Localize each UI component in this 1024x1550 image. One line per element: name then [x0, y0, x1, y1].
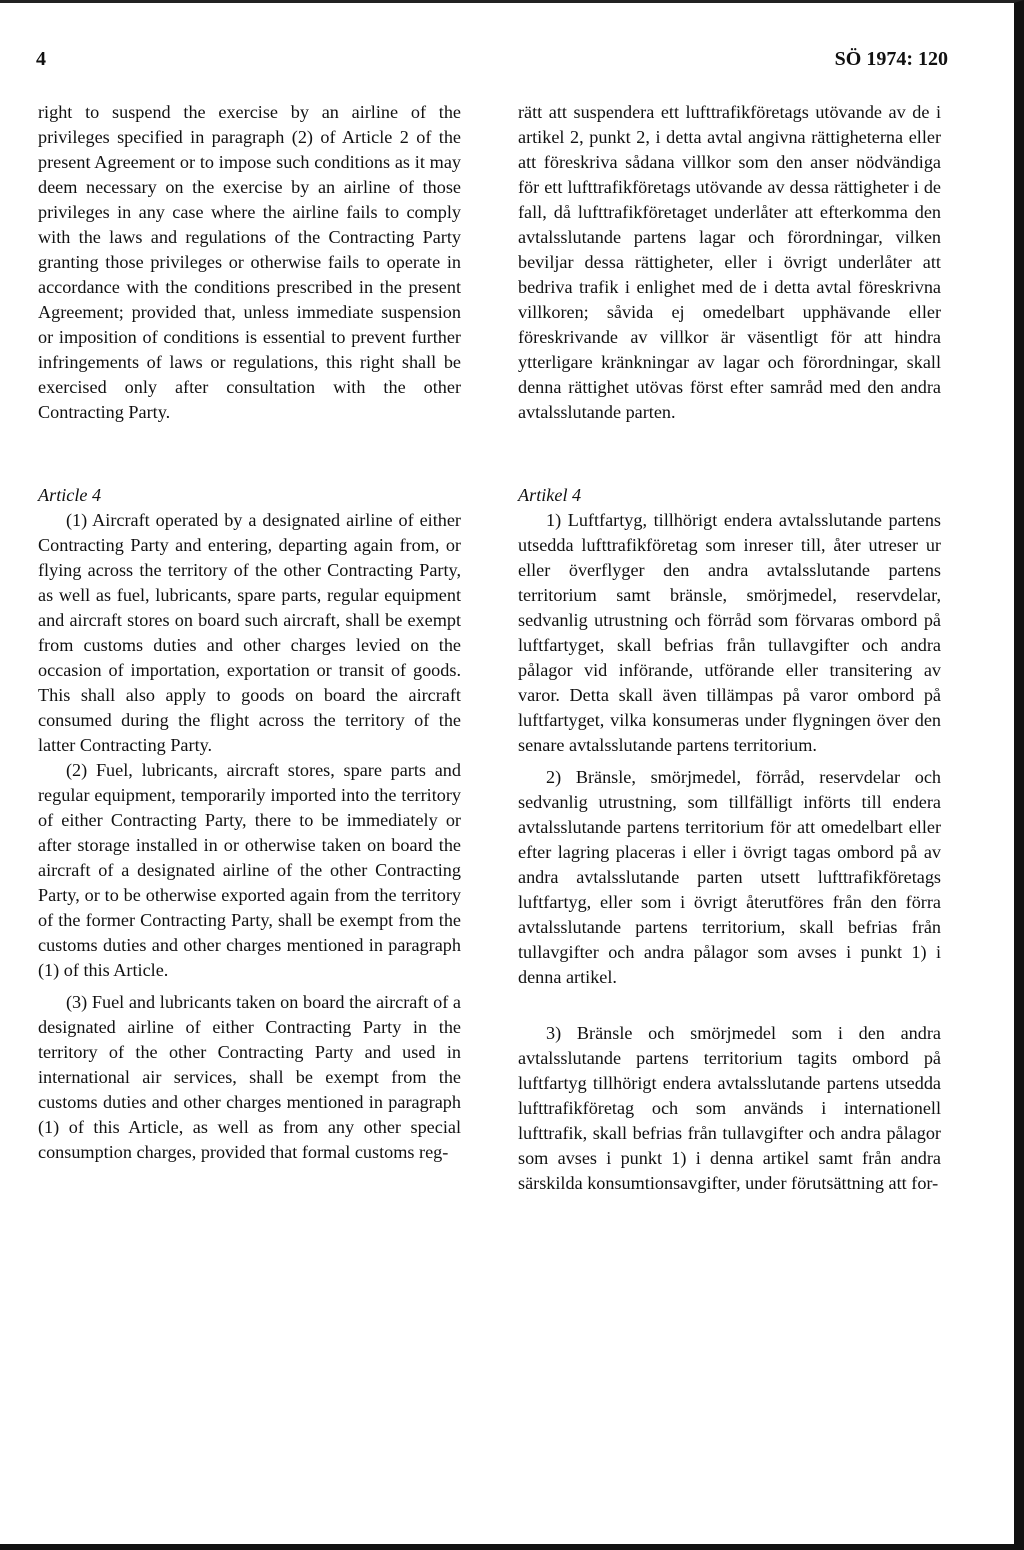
paragraph-3-en: (3) Fuel and lubricants taken on board the aircraft of a designated airline of either Contracting Party in the territory of the other Contracting Party and used in international air services, shall be exempt from the customs duties and other charges mentioned in paragraph (1) of this Article, as well as from any other special consumption charges, provided that formal customs reg- — [38, 992, 461, 1162]
english-column — [38, 100, 461, 1165]
paragraph-2-en: (2) Fuel, lubricants, aircraft stores, spare parts and regular equipment, temporarily imported into the territory of either Contracting Party, there to be immediately or after storage installed in or otherwise taken on board the aircraft of a designated airline of the other Contracting Party, or to be otherwise exported again from the territory of the former Contracting Party, shall be exempt from the customs duties and other charges mentioned in paragraph (1) of this Article. — [38, 760, 461, 980]
paragraph-continuation-sv: rätt att suspendera ett lufttrafikföretags utövande av de i artikel 2, punkt 2, i detta avtal angivna rättigheterna eller att föreskriva sådana villkor som den anser nödvändiga för ett lufttrafikföretags utövande av dessa rättigheter i de fall, då lufttrafikföretaget underlåter att efterkomma den avtalsslutande partens lagar och förordningar, vilken beviljar dessa rättigheter, eller i övrigt underlåter att bedriva trafik i enlighet med de i detta avtal föreskrivna villkoren; såvida ej omedelbart upphävande eller föreskrivande av villkor är väsentligt för att hindra ytterligare kränkningar av lagar och förordningar, skall denna rättighet utövas först efter samråd med den andra avtalsslutande parten. — [518, 102, 941, 422]
paragraph-1-en: (1) Aircraft operated by a designated airline of either Contracting Party and entering, departing again from, or flying across the territory of the other Contracting Party, as well as fuel, lubricants, spare parts, regular equipment and aircraft stores on board such aircraft, shall be exempt from customs duties and other charges levied on the occasion of importation, exportation or transit of goods. This shall also apply to goods on board the aircraft consumed during the flight across the territory of the latter Contracting Party. — [38, 510, 461, 755]
document-reference: SÖ 1974: 120 — [834, 48, 948, 70]
paragraph-3-sv: 3) Bränsle och smörjmedel som i den andra avtalsslutande partens territorium tagits ombord på luftfartyg tillhörigt endera avtalsslutande partens utsedda lufttrafikföretag och som används i internationell lufttrafik, skall befrias från tullavgifter och andra pålagor som avses i punkt 1) i denna artikel samt från andra särskilda konsumtionsavgifter, under förutsättning att for- — [518, 1023, 941, 1193]
paragraph-2-sv: 2) Bränsle, smörjmedel, förråd, reservdelar och sedvanlig utrustning, som tillfälligt införts till endera avtalsslutande partens territorium för att omedelbart eller efter lagring placeras i eller i övrigt tagas ombord på av andra avtalsslutande parten utsett lufttrafikföretags luftfartyg, eller som i övrigt återutföres från den förra avtalsslutande partens territorium, skall befrias från tullavgifter och andra pålagor som avses i punkt 1) i denna artikel. — [518, 767, 941, 987]
swedish-column — [518, 100, 941, 1196]
article-heading-sv: Artikel 4 — [518, 485, 582, 505]
paragraph-continuation-en: right to suspend the exercise by an airline of the privileges specified in paragraph (2) of Article 2 of the present Agreement or to impose such conditions as it may deem necessary on the exercise by an airline of those privileges in any case where the airline fails to comply with the laws and regulations of the Contracting Party granting those privileges or otherwise fails to operate in accordance with the conditions prescribed in the present Agreement; provided that, unless immediate suspension or imposition of conditions is essential to prevent further infringements of laws or regulations, this right shall be exercised only after consultation with the other Contracting Party. — [38, 102, 461, 422]
article-heading-en: Article 4 — [38, 485, 102, 505]
page-number: 4 — [36, 48, 46, 70]
paragraph-1-sv: 1) Luftfartyg, tillhörigt endera avtalsslutande partens utsedda lufttrafikföretag som inreser till, åter utreser ur eller överflyger den andra avtalsslutande partens territorium samt bränsle, smörjmedel, reservdelar, sedvanlig utrustning och förråd som förvaras ombord på luftfartyget, skall befrias från tullavgifter och andra pålagor vid införande, utförande eller transitering av varor. Detta skall även tillämpas på varor ombord på luftfartyget, vilka konsumeras under flygningen över den senare avtalsslutande partens territorium. — [518, 510, 941, 755]
